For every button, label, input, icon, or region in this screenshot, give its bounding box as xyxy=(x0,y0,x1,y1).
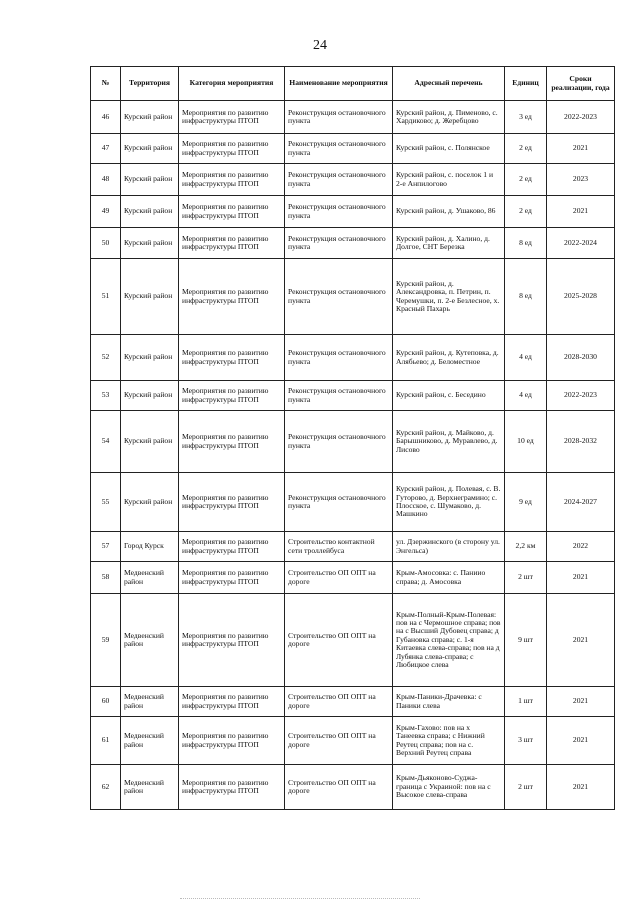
cell-term: 2021 xyxy=(547,687,615,717)
cell-category: Мероприятия по развитию инфраструктуры ПТОП xyxy=(179,134,285,164)
cell-term: 2022 xyxy=(547,532,615,562)
cell-address: Курский район, с. Полянское xyxy=(393,134,505,164)
cell-name: Реконструкция остановочного пункта xyxy=(285,335,393,381)
cell-name: Реконструкция остановочного пункта xyxy=(285,101,393,134)
cell-units: 1 шт xyxy=(505,687,547,717)
cell-number: 47 xyxy=(91,134,121,164)
cell-name: Строительство ОП ОПТ на дороге xyxy=(285,562,393,594)
cell-units: 2 ед xyxy=(505,196,547,228)
cell-term: 2023 xyxy=(547,164,615,196)
cell-number: 57 xyxy=(91,532,121,562)
cell-address: Крым-Полный-Крым-Полевая: пов на с Чермошное справа; пов на с Высший Дубовец справа; д Губановка справа; с. 1-я Китаевка слева-справа; пов на д Лубянка слева-справа; с Любицкое слева xyxy=(393,594,505,687)
cell-number: 61 xyxy=(91,717,121,765)
cell-number: 50 xyxy=(91,228,121,259)
cell-category: Мероприятия по развитию инфраструктуры ПТОП xyxy=(179,164,285,196)
footer-rule xyxy=(180,898,420,899)
header-territory: Территория xyxy=(121,67,179,101)
cell-category: Мероприятия по развитию инфраструктуры ПТОП xyxy=(179,335,285,381)
cell-units: 4 ед xyxy=(505,335,547,381)
cell-category: Мероприятия по развитию инфраструктуры ПТОП xyxy=(179,765,285,810)
cell-number: 49 xyxy=(91,196,121,228)
cell-category: Мероприятия по развитию инфраструктуры ПТОП xyxy=(179,687,285,717)
events-table xyxy=(90,66,615,810)
cell-territory: Медвенский район xyxy=(121,562,179,594)
cell-territory: Курский район xyxy=(121,381,179,411)
table-row xyxy=(91,687,615,717)
cell-address: Курский район, д. Кутеповка, д. Алябьево; д. Беломестное xyxy=(393,335,505,381)
cell-address: Курский район, д. Ушаково, 86 xyxy=(393,196,505,228)
cell-number: 54 xyxy=(91,411,121,473)
cell-address: Крым-Дьяконово-Суджа-граница с Украиной: пов на с Высокое слева-справа xyxy=(393,765,505,810)
cell-number: 58 xyxy=(91,562,121,594)
cell-territory: Медвенский район xyxy=(121,765,179,810)
cell-name: Строительство ОП ОПТ на дороге xyxy=(285,687,393,717)
table-row xyxy=(91,335,615,381)
cell-number: 52 xyxy=(91,335,121,381)
cell-territory: Курский район xyxy=(121,335,179,381)
header-units: Единиц xyxy=(505,67,547,101)
cell-address: Курский район, с. поселок 1 и 2-е Анпилогово xyxy=(393,164,505,196)
table-row xyxy=(91,381,615,411)
table-row xyxy=(91,101,615,134)
cell-term: 2021 xyxy=(547,765,615,810)
cell-name: Реконструкция остановочного пункта xyxy=(285,411,393,473)
cell-term: 2028-2032 xyxy=(547,411,615,473)
cell-address: Курский район, д. Майково, д. Барышниково, д. Муравлево, д. Лисово xyxy=(393,411,505,473)
cell-territory: Медвенский район xyxy=(121,594,179,687)
cell-name: Реконструкция остановочного пункта xyxy=(285,473,393,532)
header-name: Наименование мероприятия xyxy=(285,67,393,101)
cell-name: Строительство ОП ОПТ на дороге xyxy=(285,594,393,687)
cell-units: 2 шт xyxy=(505,562,547,594)
cell-term: 2022-2023 xyxy=(547,381,615,411)
cell-territory: Медвенский район xyxy=(121,717,179,765)
cell-name: Реконструкция остановочного пункта xyxy=(285,228,393,259)
cell-territory: Курский район xyxy=(121,228,179,259)
table-row xyxy=(91,473,615,532)
table-row xyxy=(91,259,615,335)
cell-name: Реконструкция остановочного пункта xyxy=(285,259,393,335)
cell-address: Курский район, д. Халино, д. Долгое, СНТ Березка xyxy=(393,228,505,259)
cell-term: 2021 xyxy=(547,562,615,594)
cell-units: 2,2 км xyxy=(505,532,547,562)
cell-category: Мероприятия по развитию инфраструктуры ПТОП xyxy=(179,196,285,228)
cell-territory: Курский район xyxy=(121,164,179,196)
cell-number: 53 xyxy=(91,381,121,411)
cell-number: 60 xyxy=(91,687,121,717)
cell-category: Мероприятия по развитию инфраструктуры ПТОП xyxy=(179,717,285,765)
cell-units: 4 ед xyxy=(505,381,547,411)
cell-units: 8 ед xyxy=(505,228,547,259)
cell-term: 2022-2024 xyxy=(547,228,615,259)
cell-territory: Курский район xyxy=(121,101,179,134)
table-row xyxy=(91,594,615,687)
cell-address: Курский район, д. Пименово, с. Хардиково; д. Жеребцово xyxy=(393,101,505,134)
cell-territory: Курский район xyxy=(121,411,179,473)
cell-units: 3 ед xyxy=(505,101,547,134)
cell-category: Мероприятия по развитию инфраструктуры ПТОП xyxy=(179,259,285,335)
table-header-row xyxy=(91,67,615,101)
table-row xyxy=(91,562,615,594)
cell-address: ул. Дзержинского (в сторону ул. Энгельса) xyxy=(393,532,505,562)
cell-name: Реконструкция остановочного пункта xyxy=(285,196,393,228)
cell-term: 2024-2027 xyxy=(547,473,615,532)
cell-units: 9 ед xyxy=(505,473,547,532)
cell-category: Мероприятия по развитию инфраструктуры ПТОП xyxy=(179,411,285,473)
cell-name: Реконструкция остановочного пункта xyxy=(285,381,393,411)
cell-number: 51 xyxy=(91,259,121,335)
header-term: Сроки реализации, года xyxy=(547,67,615,101)
cell-term: 2021 xyxy=(547,717,615,765)
cell-territory: Курский район xyxy=(121,259,179,335)
cell-term: 2022-2023 xyxy=(547,101,615,134)
cell-number: 62 xyxy=(91,765,121,810)
cell-territory: Курский район xyxy=(121,473,179,532)
cell-category: Мероприятия по развитию инфраструктуры ПТОП xyxy=(179,532,285,562)
cell-territory: Медвенский район xyxy=(121,687,179,717)
cell-number: 46 xyxy=(91,101,121,134)
cell-category: Мероприятия по развитию инфраструктуры ПТОП xyxy=(179,228,285,259)
cell-category: Мероприятия по развитию инфраструктуры ПТОП xyxy=(179,381,285,411)
table-row xyxy=(91,164,615,196)
cell-term: 2028-2030 xyxy=(547,335,615,381)
page-number: 24 xyxy=(313,38,327,53)
cell-units: 8 ед xyxy=(505,259,547,335)
cell-term: 2021 xyxy=(547,594,615,687)
cell-term: 2021 xyxy=(547,196,615,228)
cell-units: 9 шт xyxy=(505,594,547,687)
table-row xyxy=(91,196,615,228)
cell-category: Мероприятия по развитию инфраструктуры ПТОП xyxy=(179,101,285,134)
cell-address: Курский район, д. Александровка, п. Петрин, п. Черемушки, п. 2-е Безлесное, х. Красный Пахарь xyxy=(393,259,505,335)
table-row xyxy=(91,532,615,562)
cell-address: Крым-Амосовка: с. Паниио справа; д. Амосовка xyxy=(393,562,505,594)
cell-address: Крым-Паники-Драчевка: с Паники слева xyxy=(393,687,505,717)
header-number: № xyxy=(91,67,121,101)
header-category: Категория мероприятия xyxy=(179,67,285,101)
cell-units: 10 ед xyxy=(505,411,547,473)
cell-number: 55 xyxy=(91,473,121,532)
cell-territory: Курский район xyxy=(121,196,179,228)
cell-units: 2 ед xyxy=(505,164,547,196)
table-row xyxy=(91,765,615,810)
cell-units: 2 шт xyxy=(505,765,547,810)
cell-name: Строительство контактной сети троллейбуса xyxy=(285,532,393,562)
cell-category: Мероприятия по развитию инфраструктуры ПТОП xyxy=(179,594,285,687)
cell-units: 2 ед xyxy=(505,134,547,164)
header-address: Адресный перечень xyxy=(393,67,505,101)
cell-units: 3 шт xyxy=(505,717,547,765)
cell-number: 59 xyxy=(91,594,121,687)
cell-number: 48 xyxy=(91,164,121,196)
table-row xyxy=(91,717,615,765)
table-row xyxy=(91,228,615,259)
cell-territory: Город Курск xyxy=(121,532,179,562)
cell-name: Строительство ОП ОПТ на дороге xyxy=(285,765,393,810)
cell-term: 2021 xyxy=(547,134,615,164)
table-body xyxy=(91,101,615,810)
cell-category: Мероприятия по развитию инфраструктуры ПТОП xyxy=(179,473,285,532)
cell-term: 2025-2028 xyxy=(547,259,615,335)
table-row xyxy=(91,411,615,473)
cell-name: Реконструкция остановочного пункта xyxy=(285,164,393,196)
cell-name: Строительство ОП ОПТ на дороге xyxy=(285,717,393,765)
cell-name: Реконструкция остановочного пункта xyxy=(285,134,393,164)
cell-territory: Курский район xyxy=(121,134,179,164)
cell-category: Мероприятия по развитию инфраструктуры ПТОП xyxy=(179,562,285,594)
cell-address: Курский район, с. Беседино xyxy=(393,381,505,411)
table-row xyxy=(91,134,615,164)
cell-address: Курский район, д. Полевая, с. В. Гуторово, д. Верхнеграмино; с. Плосское, с. Шумаково, д. Машкино xyxy=(393,473,505,532)
cell-address: Крым-Гахово: пов на х Танеевка справа; с Нижний Реутец справа; пов на с. Верхний Реутец справа xyxy=(393,717,505,765)
